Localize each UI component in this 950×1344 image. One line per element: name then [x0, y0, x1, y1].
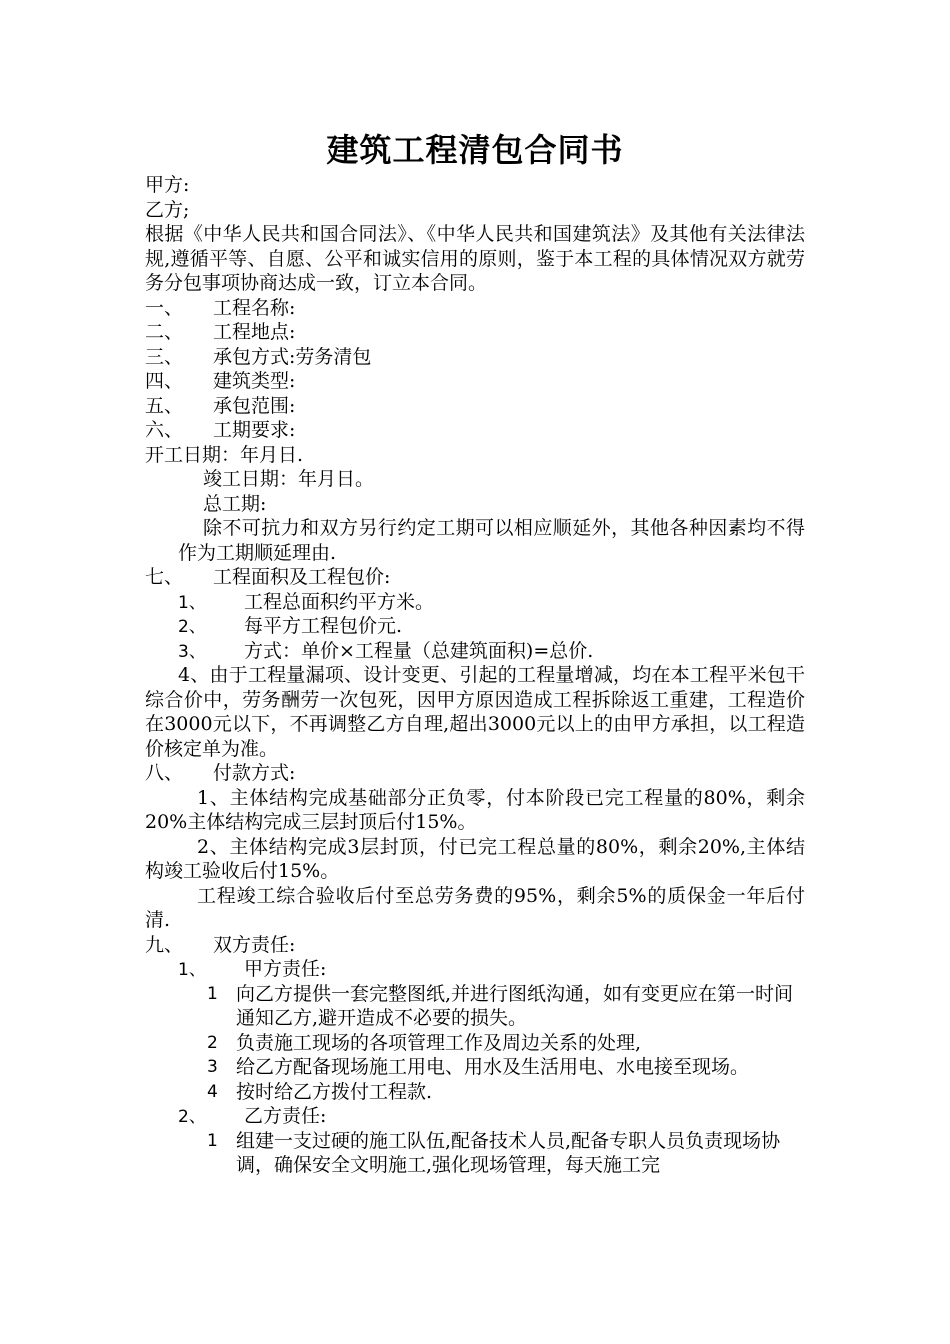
item-number: 1	[207, 1130, 218, 1151]
document-title: 建筑工程清包合同书	[326, 131, 624, 169]
duty-item	[145, 1129, 805, 1178]
payment-paragraph-2: 2、主体结构完成3层封顶，付已完工程总量的80%，剩余20%,主体结构竣工验收后付15%。	[145, 835, 805, 882]
item-number: 1、	[178, 960, 206, 980]
section-text: 工期要求:	[213, 419, 296, 441]
section-text: 付款方式:	[213, 762, 296, 784]
duty-item	[145, 1031, 805, 1056]
section-number: 一、	[145, 296, 184, 319]
list-item	[145, 639, 805, 664]
party-a-line: 甲方:	[145, 174, 190, 196]
section-text: 工程名称:	[213, 296, 296, 319]
item4-paragraph: 4、由于工程量漏项、设计变更、引起的工程量增减，均在本工程平米包干综合价中，劳务酬劳一次包死，因甲方原因造成工程拆除返工重建，工程造价在3000元以下，不再调整乙方自理,超出3000元以上的由甲方承担，以工程造价核定单为准。	[145, 664, 805, 760]
item-text: 给乙方配备现场施工用电、用水及生活用电、水电接至现场。	[236, 1056, 750, 1078]
section-number: 九、	[145, 933, 184, 956]
start-date-line: 开工日期：年月日.	[145, 443, 304, 466]
duty-item	[145, 1055, 805, 1080]
section-heading	[145, 761, 805, 786]
list-item	[145, 590, 805, 615]
intro-paragraph: 根据《中华人民共和国合同法》、《中华人民共和国建筑法》及其他有关法律法规,遵循平等、自愿、公平和诚实信用的原则，鉴于本工程的具体情况双方就劳务分包事项协商达成一致，订立本合同。	[145, 223, 805, 294]
party-b-line: 乙方;	[145, 198, 190, 221]
item-number: 1、	[178, 592, 206, 613]
item-number: 2、	[178, 617, 206, 637]
item-text: 甲方责任:	[244, 958, 327, 980]
section-text: 工程地点:	[213, 321, 296, 343]
payment-paragraph-1: 1、主体结构完成基础部分正负零，付本阶段已完工程量的80%，剩余20%主体结构完成三层封顶后付15%。	[145, 786, 805, 833]
item-text: 每平方工程包价元.	[244, 615, 403, 637]
item-text: 负责施工现场的各项管理工作及周边关系的处理,	[236, 1031, 642, 1054]
section-text: 承包范围:	[213, 394, 296, 417]
section-text: 承包方式:劳务清包	[213, 345, 372, 368]
payment-paragraph-3: 工程竣工综合验收后付至总劳务费的95%，剩余5%的质保金一年后付清.	[145, 884, 805, 931]
extension-note: 除不可抗力和双方另行约定工期可以相应顺延外，其他各种因素均不得作为工期顺延理由.	[178, 517, 805, 564]
item-number: 3、	[178, 641, 206, 662]
section-number: 二、	[145, 321, 184, 343]
item-text: 工程总面积约平方米。	[244, 590, 435, 613]
section-number: 五、	[145, 394, 184, 417]
section-number: 四、	[145, 370, 184, 392]
section-number: 三、	[145, 345, 184, 368]
section-text: 工程面积及工程包价:	[213, 566, 391, 588]
duty-item	[145, 982, 805, 1031]
contract-body	[145, 173, 805, 1178]
section-text: 双方责任:	[213, 933, 296, 956]
list-item	[145, 614, 805, 639]
section-text: 建筑类型:	[213, 370, 296, 392]
item-number: 2、	[178, 1107, 206, 1127]
party-b-duties-heading	[145, 1104, 805, 1129]
item-text: 按时给乙方拨付工程款.	[236, 1080, 433, 1103]
end-date-line: 竣工日期：年月日。	[203, 468, 375, 490]
total-period-line: 总工期:	[203, 492, 267, 515]
section-heading	[145, 369, 805, 394]
section-number: 七、	[145, 566, 184, 588]
item-number: 1	[207, 983, 218, 1004]
item-number: 4	[207, 1081, 218, 1102]
section-heading	[145, 320, 805, 345]
section-heading	[145, 933, 805, 958]
party-a-duties-heading	[145, 957, 805, 982]
section-heading	[145, 394, 805, 419]
duty-item	[145, 1080, 805, 1105]
item-number: 2	[207, 1032, 218, 1053]
item-text: 向乙方提供一套完整图纸,并进行图纸沟通，如有变更应在第一时间通知乙方,避开造成不必要的损失。	[236, 982, 794, 1029]
item-text: 乙方责任:	[244, 1105, 327, 1127]
section-heading	[145, 296, 805, 321]
item-number: 3	[207, 1057, 218, 1077]
section-number: 六、	[145, 419, 184, 441]
section-heading	[145, 345, 805, 370]
item-text: 方式：单价×工程量（总建筑面积)=总价.	[244, 639, 594, 662]
section-number: 八、	[145, 762, 184, 784]
section-heading	[145, 418, 805, 443]
section-heading	[145, 565, 805, 590]
item-text: 组建一支过硬的施工队伍,配备技术人员,配备专职人员负责现场协调，确保安全文明施工,强化现场管理，每天施工完	[236, 1129, 781, 1176]
